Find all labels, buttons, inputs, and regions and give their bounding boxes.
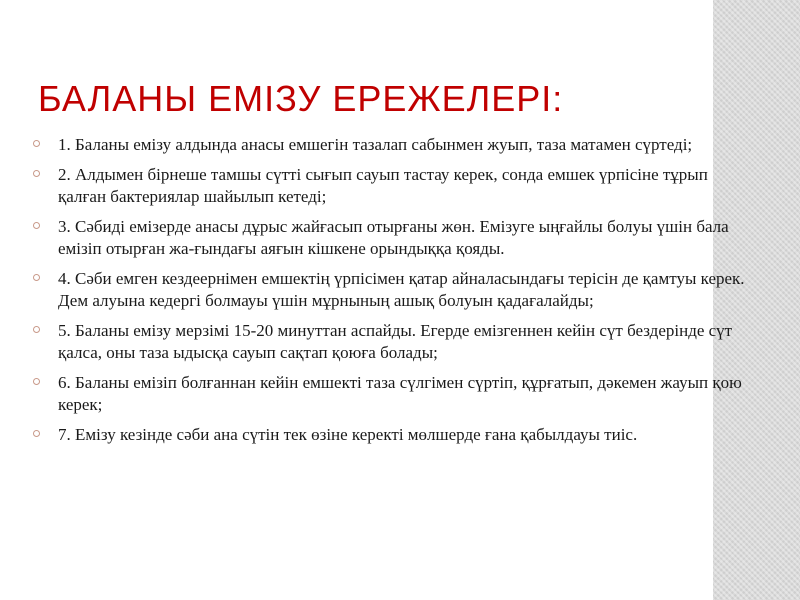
rules-list xyxy=(33,134,748,453)
list-item xyxy=(33,164,748,209)
list-item-text: 5. Баланы емізу мерзімі 15-20 минуттан аспайды. Егерде емізгеннен кейін сүт бездерінде сүт қалса, оны таза ыдысқа сауып сақтап қоюға болады; xyxy=(58,320,733,362)
list-item xyxy=(33,320,748,365)
list-item-text: 3. Сәбиді емізерде анасы дұрыс жайғасып отырғаны жөн. Емізуге ыңғайлы болуы үшін бала емізіп отырған жа-ғындағы аяғын кішкене орындыққа қояды. xyxy=(58,216,729,258)
list-item-text: 7. Емізу кезінде сәби ана сүтін тек өзіне керекті мөлшерде ғана қабылдауы тиіс. xyxy=(58,424,638,444)
circle-bullet-icon xyxy=(33,274,40,281)
circle-bullet-icon xyxy=(33,326,40,333)
list-item-text: 1. Баланы емізу алдында анасы емшегін тазалап сабынмен жуып, таза матамен сүртеді; xyxy=(58,135,693,154)
list-item-text: 4. Сәби емген кездеернімен емшектің үрпісімен қатар айналасындағы терісін де қамтуы керек. Дем алуына кедергі болмауы үшін мұрнының ашық болуын қадағалайды; xyxy=(58,268,745,310)
circle-bullet-icon xyxy=(33,140,40,147)
list-item-text: 6. Баланы емізіп болғаннан кейін емшекті таза сүлгімен сүртіп, құрғатып, дәкемен жауып қою керек; xyxy=(58,372,742,414)
list-item xyxy=(33,216,748,261)
list-item xyxy=(33,268,748,313)
list-item xyxy=(33,424,748,447)
circle-bullet-icon xyxy=(33,170,40,177)
list-item-text: 2. Алдымен бірнеше тамшы сүтті сығып сауып тастау керек, сонда емшек үрпісіне тұрып қалған бактериялар шайылып кетеді; xyxy=(58,164,708,206)
slide-title: БАЛАНЫ ЕМІЗУ ЕРЕЖЕЛЕРІ: xyxy=(38,78,564,119)
circle-bullet-icon xyxy=(33,378,40,385)
list-item xyxy=(33,134,748,157)
circle-bullet-icon xyxy=(33,430,40,437)
list-item xyxy=(33,372,748,417)
circle-bullet-icon xyxy=(33,222,40,229)
